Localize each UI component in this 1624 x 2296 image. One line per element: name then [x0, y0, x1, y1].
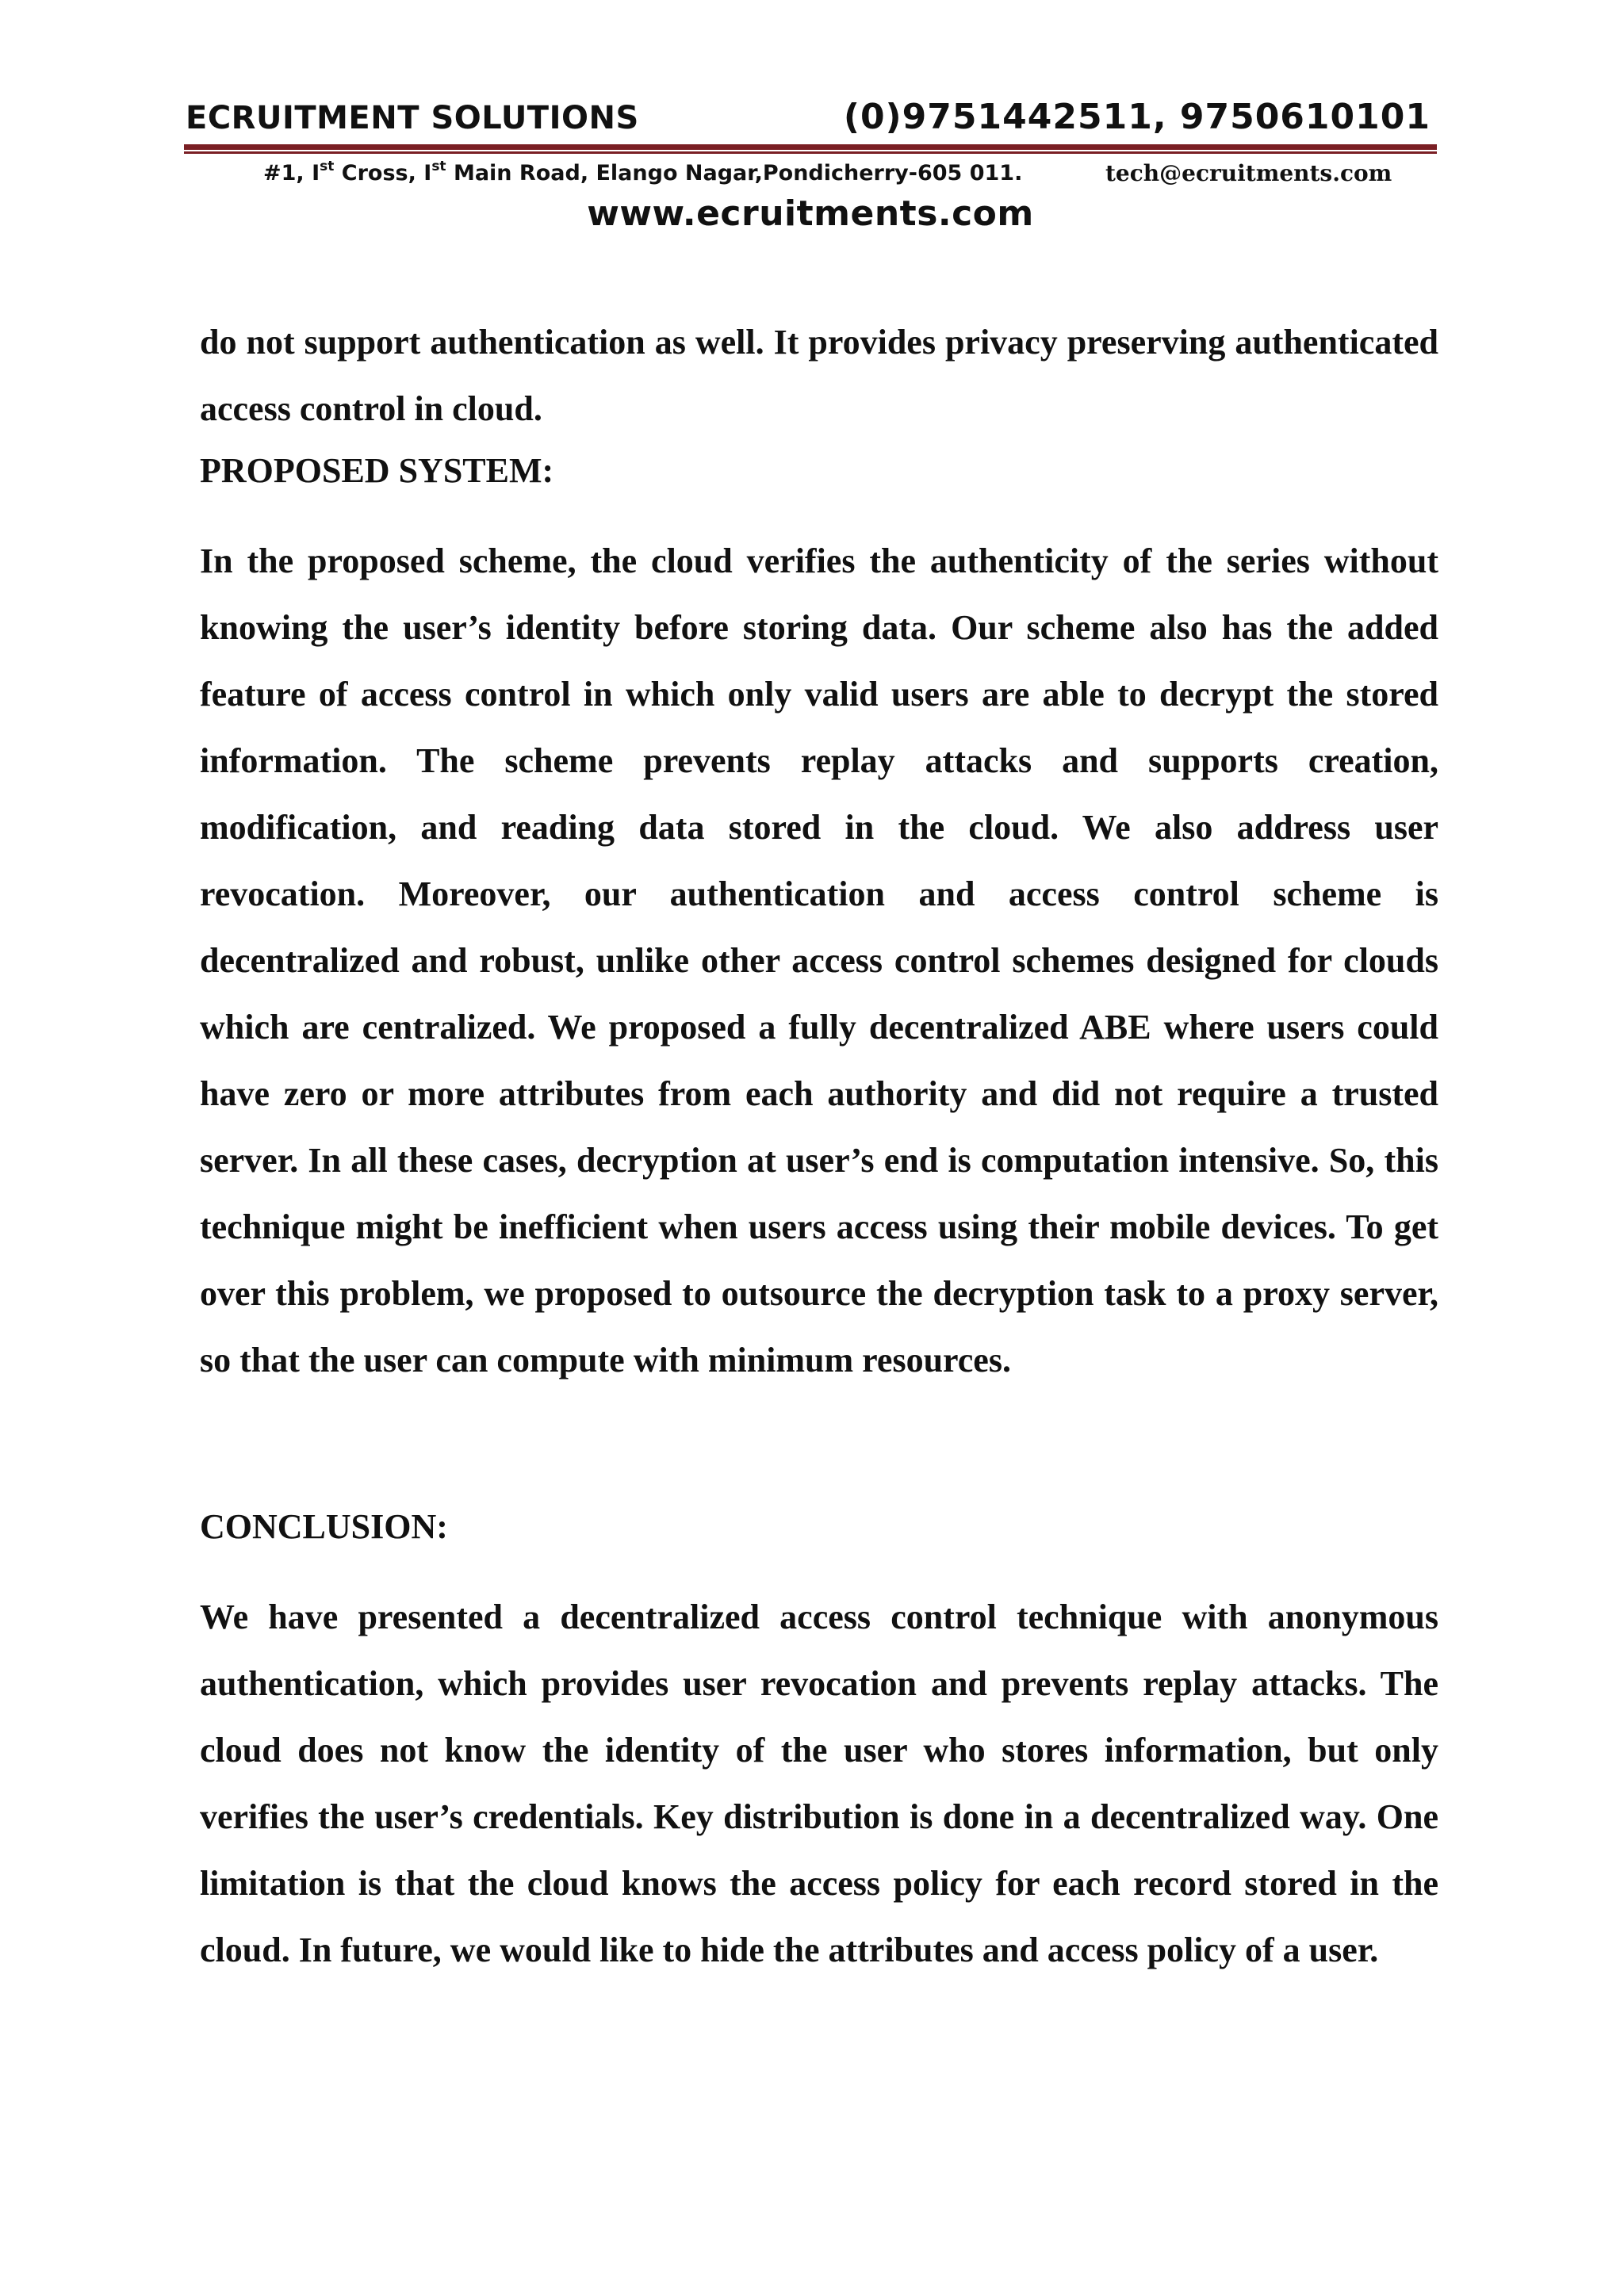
- phone-numbers: (0)9751442511, 9750610101: [843, 97, 1431, 137]
- address-part-2: Cross, I: [334, 161, 432, 186]
- conclusion-paragraph: We have presented a decentralized access control technique with anonymous authentication, which provides user revocation and prevents replay attacks. The cloud does not know the identity of the user who stores information, but only verifies the user’s credentials. Key distribution is done in a decentralized way. One limitation is that the cloud knows the access policy for each record stored in the cloud. In future, we would like to hide the attributes and access policy of a user.: [200, 1598, 1438, 1969]
- proposed-system-heading: PROPOSED SYSTEM:: [200, 451, 554, 490]
- address-superscript-2: st: [431, 159, 446, 174]
- address-superscript-1: st: [320, 159, 335, 174]
- conclusion-heading: CONCLUSION:: [200, 1507, 448, 1546]
- header-rule-thin: [184, 151, 1437, 154]
- company-website: www.ecruitments.com: [587, 193, 1034, 234]
- header-rule-thick: [184, 144, 1437, 150]
- company-address: [263, 159, 1022, 186]
- letterhead-contact-row: [184, 159, 1437, 190]
- company-name: ECRUITMENT SOLUTIONS: [186, 100, 639, 136]
- letterhead-top-row: [184, 94, 1437, 143]
- company-email: tech@ecruitments.com: [1105, 160, 1392, 186]
- document-body: [200, 309, 1438, 1984]
- letterhead: [184, 94, 1437, 234]
- address-part-1: #1, I: [263, 161, 320, 186]
- proposed-system-paragraph: In the proposed scheme, the cloud verifies the authenticity of the series without knowing the user’s identity before storing data. Our scheme also has the added feature of access control in which only valid users are able to decrypt the stored information. The scheme prevents replay attacks and supports creation, modification, and reading data stored in the cloud. We also address user revocation. Moreover, our authentication and access control scheme is decentralized and robust, unlike other access control schemes designed for clouds which are centralized. We proposed a fully decentralized ABE where users could have zero or more attributes from each authority and did not require a trusted server. In all these cases, decryption at user’s end is computation intensive. So, this technique might be inefficient when users access using their mobile devices. To get over this problem, we proposed to outsource the decryption task to a proxy server, so that the user can compute with minimum resources.: [200, 541, 1438, 1380]
- address-part-3: Main Road, Elango Nagar,Pondicherry-605 011.: [446, 161, 1023, 186]
- intro-paragraph: do not support authentication as well. It provides privacy preserving authenticated access control in cloud.: [200, 323, 1438, 428]
